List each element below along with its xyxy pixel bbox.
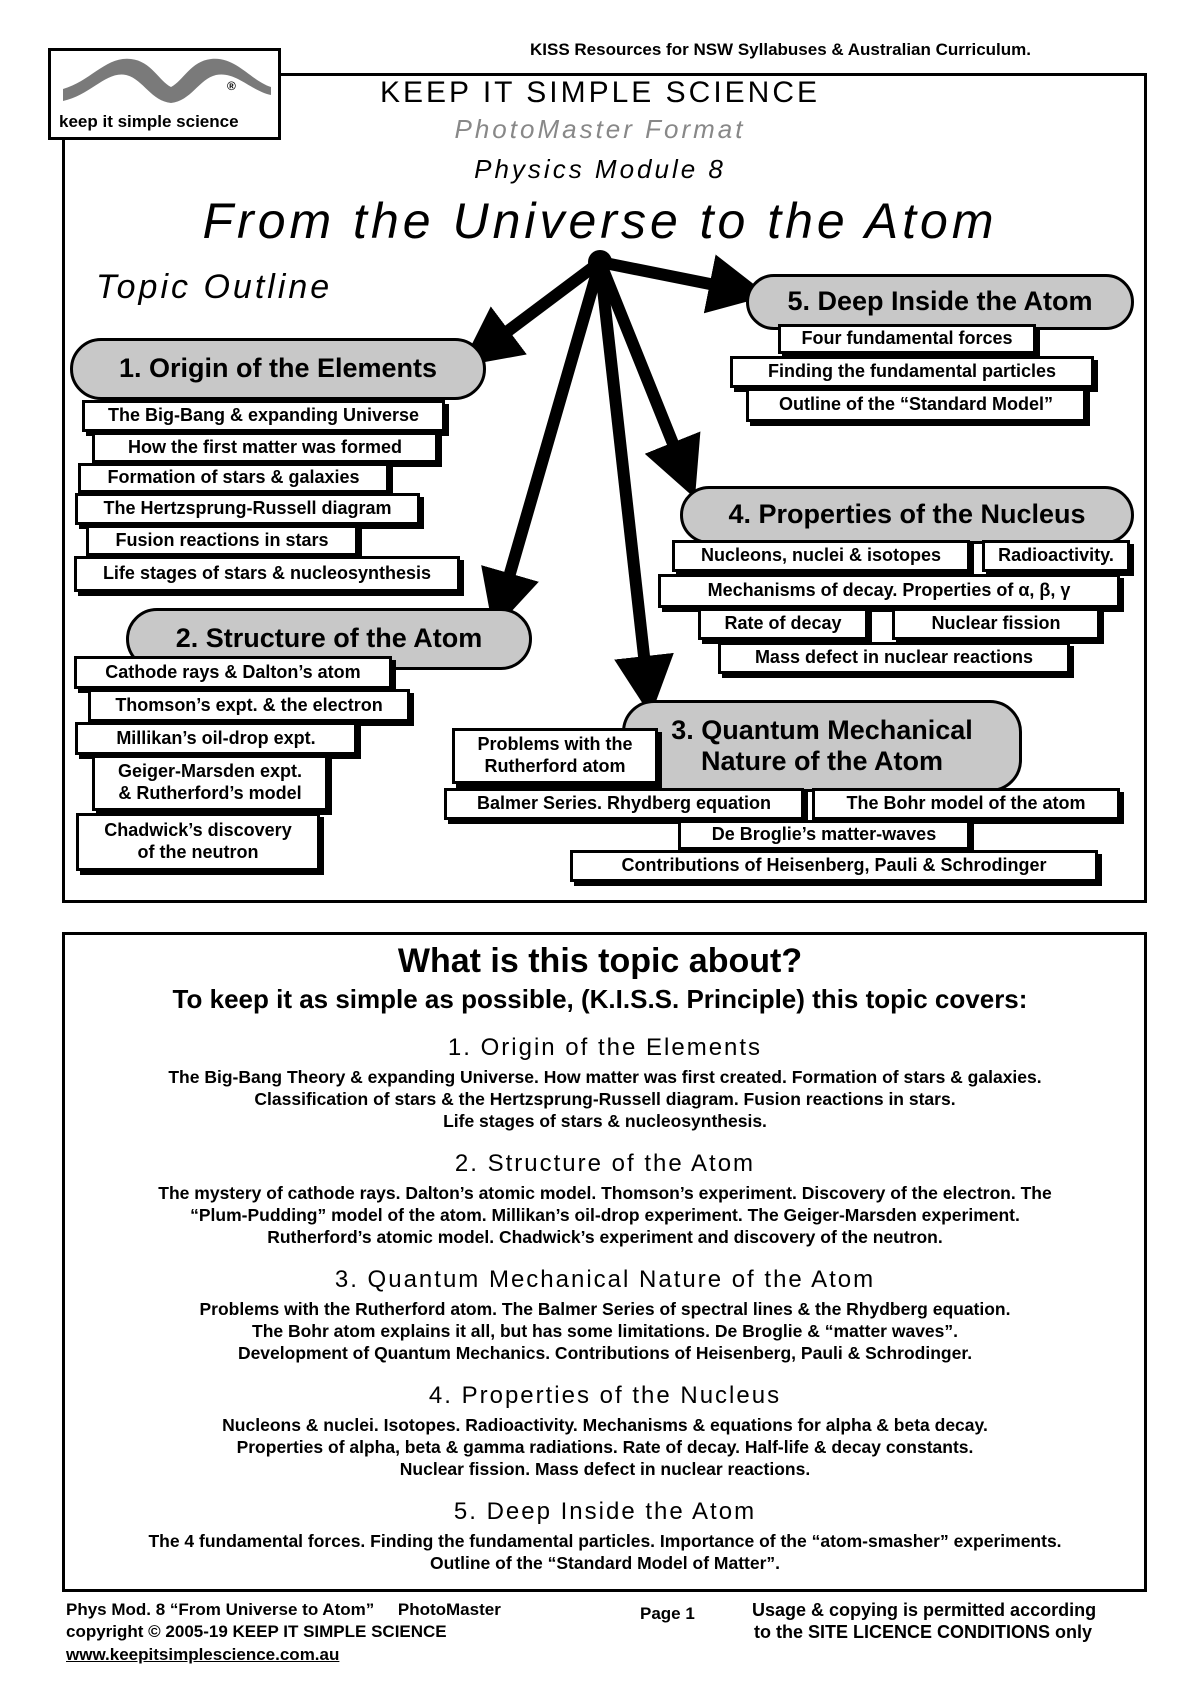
- topic-5-item: Outline of the “Standard Model”: [746, 388, 1086, 422]
- summary-section-4: [70, 1382, 1140, 1480]
- summary-heading: 2. Structure of the Atom: [454, 1150, 756, 1177]
- footer-copyright: copyright © 2005-19 KEEP IT SIMPLE SCIENCE: [66, 1622, 447, 1641]
- brand-title: KEEP IT SIMPLE SCIENCE: [379, 76, 821, 109]
- module-title: Physics Module 8: [474, 154, 726, 184]
- summary-section-3: [70, 1266, 1140, 1364]
- topic-1-item: The Hertzsprung-Russell diagram: [75, 493, 420, 525]
- arrow-to-topic-5: [600, 262, 745, 291]
- summary-section-5: [70, 1498, 1140, 1574]
- topic-5-item: Finding the fundamental particles: [730, 356, 1094, 388]
- page-title: From the Universe to the Atom: [202, 193, 998, 249]
- arrow-to-topic-2: [500, 262, 600, 608]
- topic-1-item: Fusion reactions in stars: [86, 525, 358, 556]
- topic-3-item: De Broglie’s matter-waves: [678, 820, 970, 850]
- topic-3-item: The Bohr model of the atom: [812, 788, 1120, 820]
- topic-4-pill: 4. Properties of the Nucleus: [680, 486, 1134, 544]
- topic-5-item: Four fundamental forces: [778, 324, 1036, 354]
- topic-4-item: Radioactivity.: [982, 540, 1130, 572]
- topic-1-pill: 1. Origin of the Elements: [70, 338, 486, 400]
- summary-text: Problems with the Rutherford atom. The Balmer Series of spectral lines & the Rhydberg equation. The Bohr atom explains it all, but has some limitations. De Broglie & “matter waves”. Development of Quantum Mechanics. Contributions of Heisenberg, Pauli & Schrodinger.: [199, 1299, 1011, 1363]
- topic-2-item: Geiger-Marsden expt. & Rutherford’s model: [92, 755, 328, 811]
- summary-heading: 4. Properties of the Nucleus: [428, 1382, 782, 1409]
- summary-heading: 5. Deep Inside the Atom: [453, 1498, 757, 1525]
- topic-1-item: Formation of stars & galaxies: [78, 463, 389, 493]
- topic-2-item: Cathode rays & Dalton’s atom: [74, 656, 392, 689]
- topic-4-item: Mass defect in nuclear reactions: [718, 642, 1070, 674]
- registered-mark: ®: [227, 79, 236, 93]
- topic-4-item: Nucleons, nuclei & isotopes: [672, 540, 970, 572]
- topic-2-item: Thomson’s expt. & the electron: [88, 689, 410, 722]
- footer-website-link[interactable]: www.keepitsimplescience.com.au: [66, 1645, 340, 1664]
- topic-1-item: The Big-Bang & expanding Universe: [82, 400, 445, 432]
- topic-2-item: Millikan’s oil-drop expt.: [75, 722, 357, 755]
- footer-module-line: Phys Mod. 8 “From Universe to Atom” PhotoMaster: [66, 1600, 501, 1619]
- summary-text: Nucleons & nuclei. Isotopes. Radioactivity. Mechanisms & equations for alpha & beta decay. Properties of alpha, beta & gamma radiations. Rate of decay. Half-life & decay constants. Nuclear fission. Mass defect in nuclear reactions.: [222, 1415, 988, 1479]
- topic-3-item: Balmer Series. Rhydberg equation: [444, 788, 804, 820]
- summary-section-1: [70, 1034, 1140, 1132]
- topic-3-item: Problems with the Rutherford atom: [452, 728, 658, 784]
- logo-text: keep it simple science: [59, 112, 239, 131]
- summary-title: What is this topic about?: [397, 942, 803, 980]
- topic-4-item: Nuclear fission: [892, 608, 1100, 640]
- summary-text: The 4 fundamental forces. Finding the fundamental particles. Importance of the “atom-smasher” experiments. Outline of the “Standard Model of Matter”.: [148, 1531, 1062, 1573]
- topic-4-item: Mechanisms of decay. Properties of α, β, γ: [658, 574, 1120, 608]
- outline-heading: Topic Outline: [96, 268, 333, 306]
- topic-5-pill: 5. Deep Inside the Atom: [746, 274, 1134, 330]
- summary-section-2: [70, 1150, 1140, 1248]
- topic-3-pill: 3. Quantum Mechanical Nature of the Atom: [622, 700, 1022, 792]
- topic-1-item: How the first matter was formed: [92, 432, 438, 463]
- footer-usage-2: to the SITE LICENCE CONDITIONS only: [754, 1622, 1093, 1642]
- summary-heading: 1. Origin of the Elements: [447, 1034, 763, 1061]
- format-title: PhotoMaster Format: [454, 114, 746, 144]
- topic-4-item: Rate of decay: [698, 608, 868, 640]
- summary-heading: 3. Quantum Mechanical Nature of the Atom: [334, 1266, 876, 1293]
- topic-2-pill: 2. Structure of the Atom: [126, 608, 532, 670]
- topic-2-item: Chadwick’s discovery of the neutron: [76, 813, 320, 871]
- summary-subtitle: To keep it as simple as possible, (K.I.S.S. Principle) this topic covers:: [172, 984, 1028, 1014]
- topic-1-item: Life stages of stars & nucleosynthesis: [74, 556, 460, 592]
- page-number: Page 1: [640, 1604, 695, 1623]
- resource-line: KISS Resources for NSW Syllabuses & Australian Curriculum.: [530, 40, 1032, 59]
- summary-text: The Big-Bang Theory & expanding Universe. How matter was first created. Formation of stars & galaxies. Classification of stars & the Hertzsprung-Russell diagram. Fusion reactions in stars. Life stages of stars & nucleosynthesis.: [168, 1067, 1042, 1131]
- summary-text: The mystery of cathode rays. Dalton’s atomic model. Thomson’s experiment. Discovery of the electron. The “Plum-Pudding” model of the atom. Millikan’s oil-drop experiment. The Geiger-Marsden experiment. Rutherford’s atomic model. Chadwick’s experiment and discovery of the neutron.: [158, 1183, 1052, 1247]
- topic-3-item: Contributions of Heisenberg, Pauli & Schrodinger: [570, 850, 1098, 882]
- footer-usage-1: Usage & copying is permitted according: [752, 1600, 1097, 1620]
- summary-frame: [62, 932, 1147, 1592]
